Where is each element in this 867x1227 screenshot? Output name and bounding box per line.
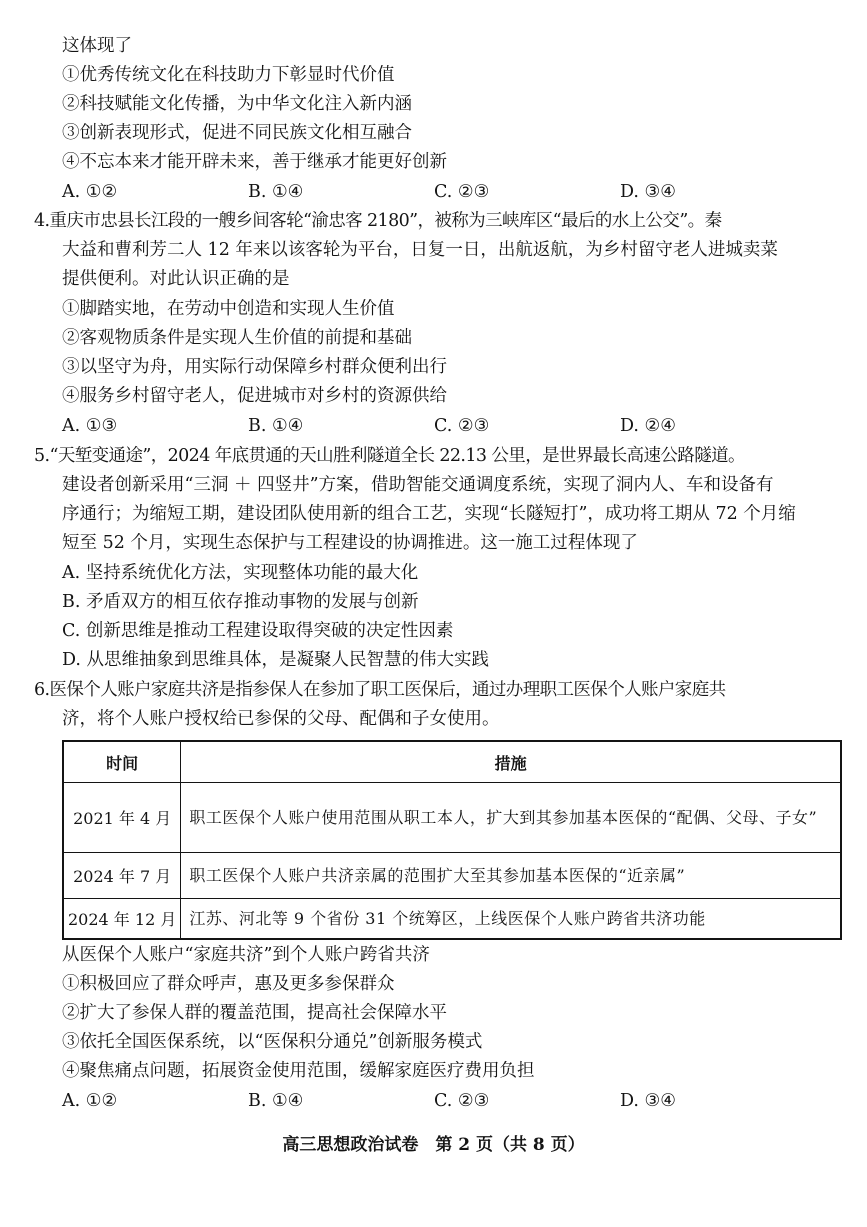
q6-item-3: ③依托全国医保系统，以“医保积分通兑”创新服务模式 [62, 1032, 483, 1052]
q4-item-2: ②客观物质条件是实现人生价值的前提和基础 [62, 328, 412, 348]
table-cell-time: 2021 年 4 月 [63, 783, 181, 853]
q5-line-3: 序通行；为缩短工期，建设团队使用新的组合工艺，实现“长隧短打”，成功将工期从 72 个月缩 [62, 504, 796, 524]
q3-option-c: C. ②③ [434, 182, 490, 202]
q3-stem: 这体现了 [62, 36, 132, 56]
q4-option-b: B. ①④ [248, 416, 304, 436]
table-header-measure: 措施 [181, 741, 841, 783]
q5-line-2: 建设者创新采用“三洞 ＋ 四竖井”方案，借助智能交通调度系统，实现了洞内人、车和设备有 [62, 475, 774, 495]
table-cell-measure: 职工医保个人账户使用范围从职工本人，扩大到其参加基本医保的“配偶、父母、子女” [181, 783, 841, 853]
medical-insurance-table [62, 740, 842, 940]
q4-option-d: D. ②④ [620, 416, 676, 436]
q5-choice-c: C. 创新思维是推动工程建设取得突破的决定性因素 [62, 621, 454, 641]
q4-options [62, 414, 842, 438]
q4-option-a: A. ①③ [62, 416, 118, 436]
q5-choice-b: B. 矛盾双方的相互依存推动事物的发展与创新 [62, 592, 419, 612]
q3-option-a: A. ①② [62, 182, 118, 202]
q3-item-1: ①优秀传统文化在科技助力下彰显时代价值 [62, 65, 395, 85]
table-cell-measure: 江苏、河北等 9 个省份 31 个统筹区，上线医保个人账户跨省共济功能 [181, 899, 841, 939]
q6-item-1: ①积极回应了群众呼声，惠及更多参保群众 [62, 974, 395, 994]
q5-choice-a: A. 坚持系统优化方法，实现整体功能的最大化 [62, 563, 419, 583]
table-cell-time: 2024 年 12 月 [63, 899, 181, 939]
table-row [63, 899, 841, 939]
table-header-time: 时间 [63, 741, 181, 783]
page-footer: 高三思想政治试卷 第 2 页（共 8 页） [282, 1135, 585, 1155]
q6-options [62, 1089, 842, 1113]
table-row [63, 783, 841, 853]
q4-option-c: C. ②③ [434, 416, 490, 436]
q4-line-2: 大益和曹利芳二人 12 年来以该客轮为平台，日复一日，出航返航，为乡村留守老人进城卖菜 [62, 240, 778, 260]
q6-option-a: A. ①② [62, 1091, 118, 1111]
q3-options [62, 180, 842, 204]
q5-line-4: 短至 52 个月，实现生态保护与工程建设的协调推进。这一施工过程体现了 [62, 533, 638, 553]
q5-choice-d: D. 从思维抽象到思维具体，是凝聚人民智慧的伟大实践 [62, 650, 490, 670]
q6-option-b: B. ①④ [248, 1091, 304, 1111]
q5-line-1: 5.“天堑变通途”，2024 年底贯通的天山胜利隧道全长 22.13 公里，是世界最长高速公路隧道。 [34, 446, 745, 466]
q6-option-d: D. ③④ [620, 1091, 676, 1111]
q3-option-b: B. ①④ [248, 182, 304, 202]
q6-item-2: ②扩大了参保人群的覆盖范围，提高社会保障水平 [62, 1003, 447, 1023]
q4-line-1: 4.重庆市忠县长江段的一艘乡间客轮“渝忠客 2180”，被称为三峡库区“最后的水上公交”。秦 [34, 211, 722, 231]
q3-item-4: ④不忘本来才能开辟未来，善于继承才能更好创新 [62, 152, 447, 172]
q3-option-d: D. ③④ [620, 182, 676, 202]
q4-line-3: 提供便利。对此认识正确的是 [62, 269, 290, 289]
q4-item-4: ④服务乡村留守老人，促进城市对乡村的资源供给 [62, 386, 447, 406]
q6-item-4: ④聚焦痛点问题，拓展资金使用范围，缓解家庭医疗费用负担 [62, 1061, 535, 1081]
table-cell-time: 2024 年 7 月 [63, 853, 181, 899]
q6-line-2: 济，将个人账户授权给已参保的父母、配偶和子女使用。 [62, 709, 500, 729]
q3-item-3: ③创新表现形式，促进不同民族文化相互融合 [62, 123, 412, 143]
q6-stem: 从医保个人账户“家庭共济”到个人账户跨省共济 [62, 945, 430, 965]
q3-item-2: ②科技赋能文化传播，为中华文化注入新内涵 [62, 94, 412, 114]
table-row [63, 853, 841, 899]
q6-option-c: C. ②③ [434, 1091, 490, 1111]
q6-line-1: 6.医保个人账户家庭共济是指参保人在参加了职工医保后，通过办理职工医保个人账户家庭共 [34, 680, 726, 700]
table-cell-measure: 职工医保个人账户共济亲属的范围扩大至其参加基本医保的“近亲属” [181, 853, 841, 899]
q4-item-1: ①脚踏实地，在劳动中创造和实现人生价值 [62, 299, 395, 319]
table-header-row [63, 741, 841, 783]
q4-item-3: ③以坚守为舟，用实际行动保障乡村群众便利出行 [62, 357, 447, 377]
